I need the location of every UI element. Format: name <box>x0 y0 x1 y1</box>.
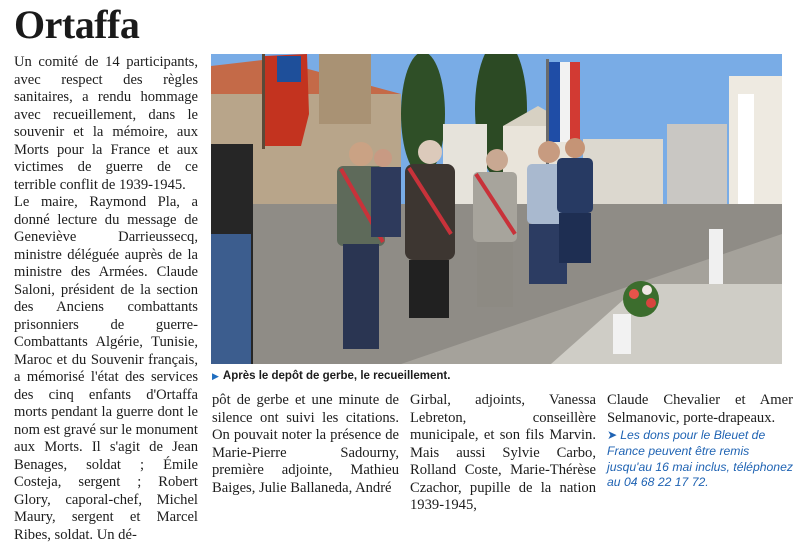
article-column-1 <box>14 54 198 544</box>
article-photo <box>211 54 782 364</box>
donation-note-text: Les dons pour le Bleuet de France peuvent être remis jusqu'au 16 mai inclus, téléphonez au 04 68 22 17 72. <box>607 428 793 490</box>
photo-caption <box>212 369 592 383</box>
triangle-right-icon: ▶ <box>212 371 219 381</box>
article-paragraph-3: pôt de gerbe et une minute de silence ont suivi les citations. On pouvait noter la présence de Marie-Pierre Sadourny, première adjointe, Mathieu Baiges, Julie Ballaneda, André <box>212 392 399 496</box>
arrow-right-icon: ➤ <box>607 428 618 442</box>
headline: Ortaffa <box>14 2 140 47</box>
article-paragraph-2: Le maire, Raymond Pla, a donné lecture du message de Geneviève Darrieussecq, ministre déléguée auprès de la ministre des Armées. Claude Saloni, président de la section des Anciens combattants prisonniers de guerre-Combattants Algérie, Tunisie, Maroc et du Souvenir français, a mémorisé l'état des services des cinq enfants d'Ortaffa morts pendant la guerre dont le nom est gravé sur le monument aux Morts. Il s'agit de Jean Benages, soldat ; Émile Costeja, sergent ; Robert Glory, caporal-chef, Michel Maury, sergent et Marcel Ribes, soldat. Un dé- <box>14 194 198 543</box>
article-paragraph-4: Girbal, adjoints, Vanessa Lebreton, conseillère municipale, et son fils Marvin. Mais aussi Sylvie Carbo, Rolland Coste, Marie-Thérèse Czachor, pupille de la nation 1939-1945, <box>410 392 596 513</box>
article-column-3 <box>410 392 596 515</box>
article-paragraph-5: Claude Chevalier et Amer Selmanovic, porte-drapeaux. <box>607 392 793 426</box>
article-column-2 <box>212 392 399 497</box>
article-paragraph-1: Un comité de 14 participants, avec respect des règles sanitaires, a rendu hommage avec recueillement, dans le souvenir et la mémoire, aux Morts pour la France et aux victimes de guerre de ce terrible conflit de 1939-1945. <box>14 54 198 193</box>
donation-note <box>607 428 793 491</box>
photo-caption-text: Après le depôt de gerbe, le recueillement. <box>222 370 451 382</box>
article-column-4 <box>607 392 793 491</box>
